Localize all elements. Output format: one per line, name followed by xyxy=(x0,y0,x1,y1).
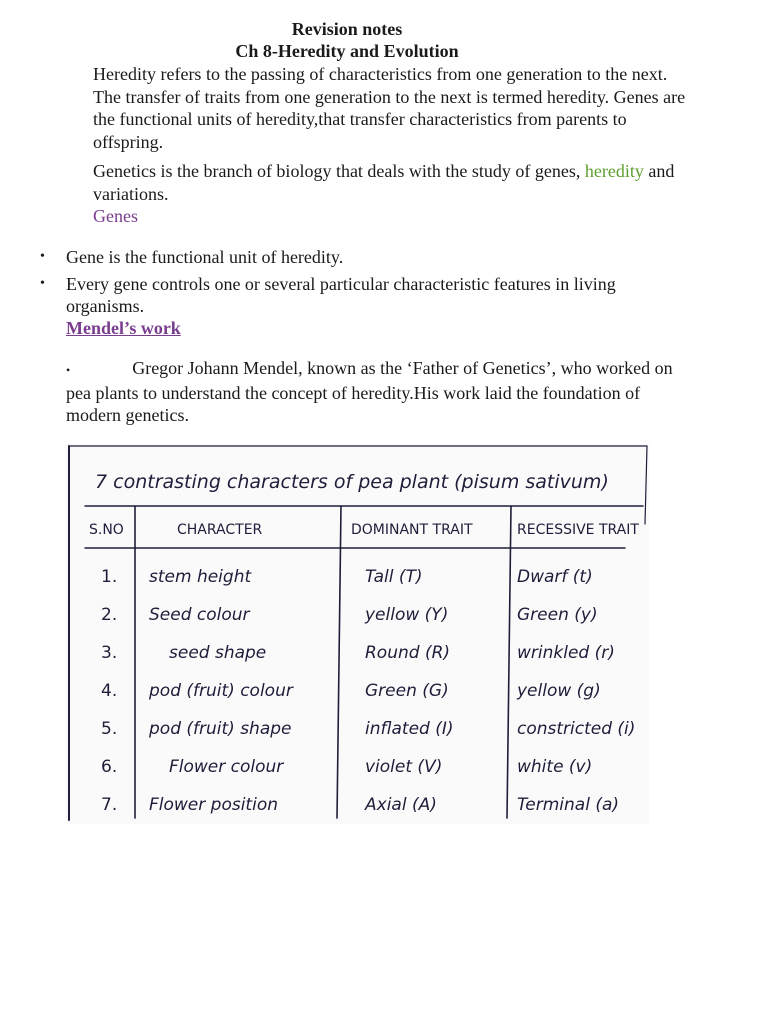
column-header: S.NO xyxy=(89,522,124,538)
table-cell-dominant: Tall (T) xyxy=(365,567,423,587)
heredity-paragraph: Heredity refers to the passing of characteristics from one generation to the next. The transfer of traits from one generation to the next is termed heredity. Genes are the functional units of heredity,that transfer characteristics from parents to offspring. xyxy=(93,64,686,152)
table-cell-dominant: Axial (A) xyxy=(365,795,437,815)
genetics-text-end: and variations. xyxy=(93,161,675,204)
table-cell-recessive: wrinkled (r) xyxy=(517,643,615,663)
genetics-text-start: Genetics is the branch of biology that deals with the study of genes, xyxy=(93,161,585,181)
chapter-title: Ch 8-Heredity and Evolution xyxy=(235,41,459,61)
mendel-paragraph xyxy=(66,357,686,427)
table-cell-sno: 4. xyxy=(101,681,118,701)
bullet-dot: • xyxy=(40,275,45,291)
table-cell-character: seed shape xyxy=(169,643,267,663)
mendel-text: Gregor Johann Mendel, known as the ‘Father of Genetics’, who worked on pea plants to understand the concept of heredity.His work laid the foundation of modern genetics. xyxy=(66,358,673,425)
list-item xyxy=(40,273,680,318)
table-border-right xyxy=(645,446,647,524)
table-cell-character: pod (fruit) colour xyxy=(149,681,293,701)
table-cell-dominant: Round (R) xyxy=(365,643,451,663)
table-cell-dominant: yellow (Y) xyxy=(365,605,449,625)
list-item xyxy=(40,246,680,269)
column-header: CHARACTER xyxy=(177,522,263,538)
handwritten-table-drawing xyxy=(65,444,649,824)
heredity-highlight: heredity xyxy=(584,161,644,181)
table-cell-sno: 6. xyxy=(101,757,118,777)
table-cell-recessive: yellow (g) xyxy=(517,681,601,701)
table-cell-sno: 2. xyxy=(101,605,118,625)
table-cell-recessive: Green (y) xyxy=(517,605,598,625)
table-caption: 7 contrasting characters of pea plant (pisum sativum) xyxy=(95,471,609,493)
column-divider xyxy=(337,506,341,818)
table-cell-recessive: Dwarf (t) xyxy=(517,567,593,587)
table-cell-recessive: constricted (i) xyxy=(517,719,636,739)
bullet-dot: • xyxy=(66,363,71,377)
table-cell-sno: 7. xyxy=(101,795,118,815)
table-cell-character: Flower colour xyxy=(169,757,284,777)
table-cell-dominant: Green (G) xyxy=(365,681,449,701)
column-header: DOMINANT TRAIT xyxy=(351,522,473,538)
table-cell-character: Flower position xyxy=(149,795,278,815)
table-cell-dominant: inflated (I) xyxy=(365,719,454,739)
table-cell-recessive: Terminal (a) xyxy=(517,795,620,815)
table-cell-character: pod (fruit) shape xyxy=(149,719,292,739)
mendel-heading: Mendel’s work xyxy=(66,318,181,338)
page-title: Revision notes xyxy=(291,19,403,39)
table-cell-character: Seed colour xyxy=(149,605,250,625)
genes-bullet-list xyxy=(40,246,680,322)
column-divider xyxy=(507,506,511,818)
column-header: RECESSIVE TRAIT xyxy=(517,522,639,538)
table-cell-sno: 1. xyxy=(101,567,118,587)
table-cell-character: stem height xyxy=(149,567,252,587)
table-cell-recessive: white (v) xyxy=(517,757,593,777)
genetics-paragraph xyxy=(93,160,693,205)
bullet-dot: • xyxy=(40,249,45,264)
handwritten-table-photo xyxy=(65,444,649,824)
genes-heading: Genes xyxy=(93,206,138,226)
table-cell-sno: 5. xyxy=(101,719,118,739)
table-cell-sno: 3. xyxy=(101,643,118,663)
table-cell-dominant: violet (V) xyxy=(365,757,443,777)
list-item-text: Every gene controls one or several particular characteristic features in living organisms. xyxy=(66,273,616,316)
list-item-text: Gene is the functional unit of heredity. xyxy=(66,247,344,267)
